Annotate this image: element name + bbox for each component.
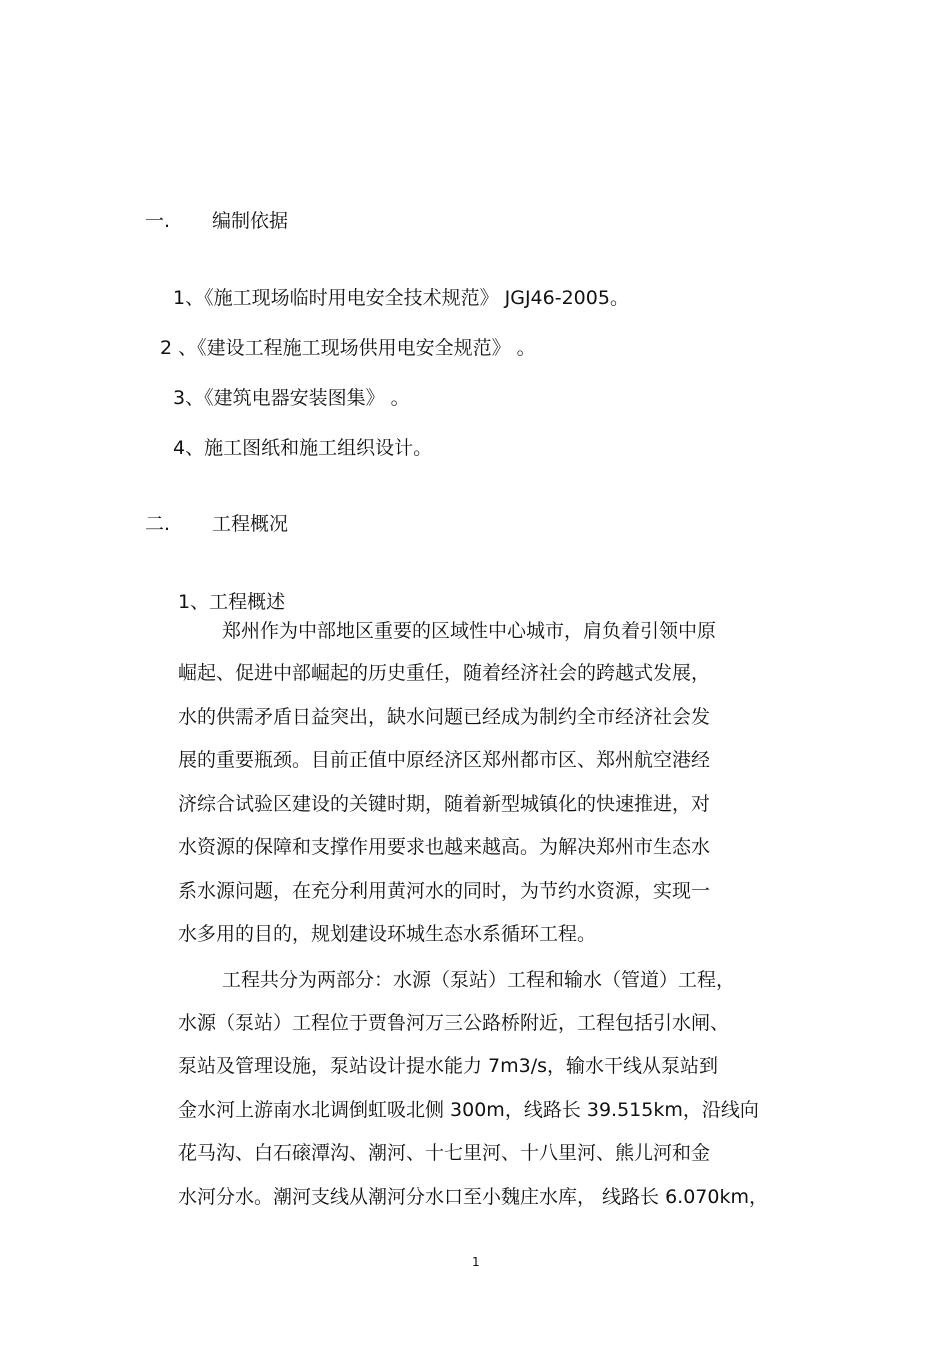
paragraph2-line: 花马沟、白石磙潭沟、潮河、十七里河、十八里河、熊儿河和金: [178, 1142, 711, 1164]
section1-number: 一.: [145, 210, 171, 232]
page-number: 1: [472, 1255, 480, 1269]
paragraph1-line: 展的重要瓶颈。目前正值中原经济区郑州都市区、郑州航空港经: [178, 749, 711, 771]
paragraph1-line: 崛起、促进中部崛起的历史重任，随着经济社会的跨越式发展，: [178, 662, 711, 684]
reference-item-1: 1、《施工现场临时用电安全技术规范》 JGJ46-2005。: [173, 287, 629, 309]
paragraph2-line: 水源（泵站）工程位于贾鲁河万三公路桥附近，工程包括引水闸、: [178, 1012, 730, 1034]
section1-title: 编制依据: [212, 210, 289, 232]
paragraph1-line: 济综合试验区建设的关键时期，随着新型城镇化的快速推进，对: [178, 793, 711, 815]
section2-title: 工程概况: [212, 513, 289, 535]
paragraph1-line: 水资源的保障和支撑作用要求也越来越高。为解决郑州市生态水: [178, 836, 711, 858]
paragraph1-line: 郑州作为中部地区重要的区域性中心城市，肩负着引领中原: [222, 620, 717, 642]
subsection-title: 1、工程概述: [178, 591, 286, 613]
paragraph2-line: 泵站及管理设施，泵站设计提水能力 7m3/s，输水干线从泵站到: [178, 1055, 719, 1077]
section2-number: 二.: [145, 513, 171, 535]
reference-item-3: 3、《建筑电器安装图集》 。: [173, 387, 410, 409]
paragraph1-line: 水的供需矛盾日益突出，缺水问题已经成为制约全市经济社会发: [178, 706, 711, 728]
reference-item-2: 2 、《建设工程施工现场供用电安全规范》 。: [160, 337, 536, 359]
reference-item-4: 4、施工图纸和施工组织设计。: [173, 437, 433, 459]
paragraph2-line: 工程共分为两部分：水源（泵站）工程和输水（管道）工程，: [222, 969, 736, 991]
paragraph1-line: 水多用的目的，规划建设环城生态水系循环工程。: [178, 923, 597, 945]
paragraph2-line: 金水河上游南水北调倒虹吸北侧 300m，线路长 39.515km，沿线向: [178, 1099, 759, 1121]
paragraph2-line: 水河分水。潮河支线从潮河分水口至小魏庄水库， 线路长 6.070km，: [178, 1186, 768, 1208]
paragraph1-line: 系水源问题，在充分利用黄河水的同时，为节约水资源，实现一: [178, 880, 711, 902]
